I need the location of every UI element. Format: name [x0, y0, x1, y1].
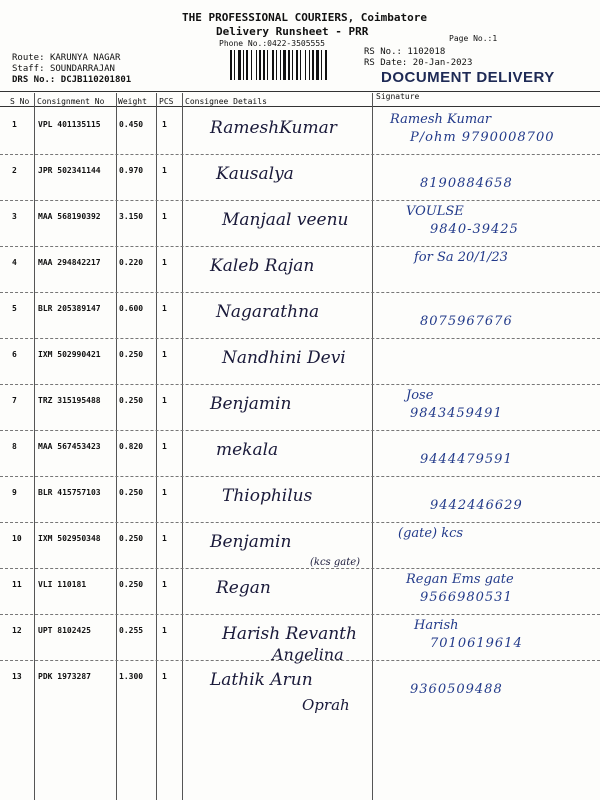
row-signature-number: 8075967676 — [420, 314, 513, 329]
barcode-bar — [259, 50, 261, 80]
row-consignee-name: Benjamin — [210, 394, 292, 414]
barcode-bar — [292, 50, 293, 80]
column-header-sno: S No — [10, 97, 30, 106]
row-sno: 9 — [12, 488, 17, 497]
row-sno: 11 — [12, 580, 22, 589]
row-weight: 0.250 — [119, 534, 144, 543]
row-signature-name: VOULSE — [406, 204, 464, 219]
row-divider — [0, 338, 600, 339]
row-consignee-name: RameshKumar — [210, 118, 337, 138]
rs-no-label: RS No.: — [364, 47, 402, 57]
barcode-bar — [309, 50, 310, 80]
row-consignee-name: mekala — [216, 440, 279, 460]
row-weight: 0.450 — [119, 120, 144, 129]
row-sno: 2 — [12, 166, 17, 175]
staff-label: Staff: — [12, 64, 45, 74]
row-pcs: 1 — [162, 258, 167, 267]
row-pcs: 1 — [162, 212, 167, 221]
row-pcs: 1 — [162, 626, 167, 635]
row-pcs: 1 — [162, 672, 167, 681]
row-pcs: 1 — [162, 166, 167, 175]
row-weight: 1.300 — [119, 672, 144, 681]
column-header-signature: Signature — [376, 92, 420, 101]
row-pcs: 1 — [162, 350, 167, 359]
staff-row — [12, 64, 115, 74]
row-weight: 0.250 — [119, 350, 144, 359]
barcode-bar — [300, 50, 301, 80]
staff-value: SOUNDARRAJAN — [49, 64, 115, 74]
row-consignee-name: Manjaal veenu — [222, 210, 349, 230]
row-weight: 0.250 — [119, 396, 144, 405]
row-weight: 0.250 — [119, 580, 144, 589]
row10-note: (kcs gate) — [310, 557, 361, 568]
row-signature-number: 9444479591 — [420, 452, 513, 467]
row-pcs: 1 — [162, 488, 167, 497]
row-signature-number: P/ohm 9790008700 — [410, 130, 555, 145]
row-signature-name: (gate) kcs — [398, 526, 464, 541]
row-sno: 8 — [12, 442, 17, 451]
barcode-bar — [283, 50, 286, 80]
barcode-bar — [325, 50, 327, 80]
row-consignee-name: Regan — [216, 578, 271, 598]
row-sno: 13 — [12, 672, 22, 681]
row-consignment-no: MAA 567453423 — [38, 442, 101, 451]
row-divider — [0, 200, 600, 201]
document-delivery-stamp: DOCUMENT DELIVERY — [381, 69, 555, 86]
row-signature-number: 9442446629 — [430, 498, 523, 513]
row-consignee-name: Kaleb Rajan — [210, 256, 315, 276]
barcode-bar — [263, 50, 265, 80]
row-sno: 7 — [12, 396, 17, 405]
company-title: THE PROFESSIONAL COURIERS, Coimbatore — [182, 11, 428, 24]
row-signature-name: Ramesh Kumar — [390, 112, 492, 127]
row-signature-name: Harish — [414, 618, 459, 633]
row-consignee-name: Nandhini Devi — [222, 348, 346, 368]
rs-date-label: RS Date: — [364, 58, 408, 68]
row-sno: 5 — [12, 304, 17, 313]
row-divider — [0, 430, 600, 431]
barcode-bar — [272, 50, 274, 80]
page-number: Page No.:1 — [449, 34, 498, 43]
barcode-bar — [256, 50, 257, 80]
barcode-bar — [321, 50, 322, 80]
column-header-consignment: Consignment No — [37, 97, 105, 106]
row13-note: Oprah — [302, 696, 350, 714]
row-sno: 10 — [12, 534, 22, 543]
rs-date-value: 20-Jan-2023 — [412, 58, 473, 68]
barcode-bar — [280, 50, 281, 80]
row-pcs: 1 — [162, 442, 167, 451]
row-consignment-no: MAA 568190392 — [38, 212, 101, 221]
column-header-weight: Weight — [118, 97, 147, 106]
row-consignment-no: IXM 502950348 — [38, 534, 101, 543]
row-consignee-name: Nagarathna — [216, 302, 320, 322]
row-consignment-no: VPL 401135115 — [38, 120, 101, 129]
barcode-bar — [243, 50, 244, 80]
row-pcs: 1 — [162, 396, 167, 405]
column-header-pcs: PCS — [159, 97, 174, 106]
row-consignment-no: VLI 110181 — [38, 580, 87, 589]
row-consignment-no: JPR 502341144 — [38, 166, 101, 175]
barcode-bar — [288, 50, 290, 80]
row-consignment-no: IXM 502990421 — [38, 350, 101, 359]
row-signature-name: Jose — [406, 388, 434, 403]
row-sno: 3 — [12, 212, 17, 221]
row-signature-number: 9566980531 — [420, 590, 513, 605]
row-pcs: 1 — [162, 580, 167, 589]
row-pcs: 1 — [162, 120, 167, 129]
route-value: KARUNYA NAGAR — [49, 53, 121, 63]
barcode-bar — [312, 50, 314, 80]
barcode-bar — [246, 50, 248, 80]
drs-label: DRS No.: — [12, 75, 56, 85]
row-sno: 12 — [12, 626, 22, 635]
row-consignee-name: Thiophilus — [222, 486, 313, 506]
barcode-bar — [234, 50, 235, 80]
row-divider — [0, 476, 600, 477]
row-divider — [0, 568, 600, 569]
row-signature-number: 9360509488 — [410, 682, 503, 697]
drs-value: DCJB110201801 — [60, 75, 132, 85]
row-consignee-name: Lathik Arun — [210, 670, 313, 690]
barcode-bar — [238, 50, 241, 80]
row-sno: 6 — [12, 350, 17, 359]
runsheet-title: Delivery Runsheet - PRR — [216, 25, 369, 38]
row-pcs: 1 — [162, 304, 167, 313]
table-top-rule — [0, 91, 600, 92]
route-label: Route: — [12, 53, 45, 63]
row-consignment-no: UPT 8102425 — [38, 626, 91, 635]
row-consignment-no: BLR 205389147 — [38, 304, 101, 313]
row-signature-name: for Sa 20/1/23 — [414, 250, 508, 265]
row-weight: 0.250 — [119, 488, 144, 497]
row-divider — [0, 292, 600, 293]
row-sno: 4 — [12, 258, 17, 267]
barcode-bar — [276, 50, 277, 80]
row-weight: 0.970 — [119, 166, 144, 175]
row-divider — [0, 384, 600, 385]
row-consignment-no: MAA 294842217 — [38, 258, 101, 267]
rs-no-row — [364, 47, 445, 57]
row-signature-number: 9843459491 — [410, 406, 503, 421]
row-weight: 0.600 — [119, 304, 144, 313]
rs-no-value: 1102018 — [407, 47, 446, 57]
barcode-bar — [267, 50, 268, 80]
rs-date-row — [364, 58, 472, 68]
row-divider — [0, 522, 600, 523]
column-header-consignee: Consignee Details — [185, 97, 267, 106]
drs-row — [12, 75, 131, 85]
row-signature-number: 7010619614 — [430, 636, 523, 651]
row-sno: 1 — [12, 120, 17, 129]
row-divider — [0, 614, 600, 615]
row-consignment-no: BLR 415757103 — [38, 488, 101, 497]
row-consignee-name: Kausalya — [216, 164, 294, 184]
row-weight: 3.150 — [119, 212, 144, 221]
row12-note: Angelina — [272, 645, 344, 664]
row-consignee-name: Harish Revanth — [222, 624, 357, 644]
table-header-rule — [0, 106, 600, 107]
barcode-bar — [316, 50, 319, 80]
phone-number: Phone No.:0422-3505555 — [219, 39, 325, 48]
route-row — [12, 53, 120, 63]
row-weight: 0.220 — [119, 258, 144, 267]
barcode-bar — [230, 50, 232, 80]
row-signature-number: 8190884658 — [420, 176, 513, 191]
row-consignee-name: Benjamin — [210, 532, 292, 552]
barcode-bar — [296, 50, 298, 80]
barcode — [230, 50, 352, 80]
row-divider — [0, 154, 600, 155]
barcode-bar — [305, 50, 306, 80]
row-weight: 0.255 — [119, 626, 144, 635]
row-pcs: 1 — [162, 534, 167, 543]
row-weight: 0.820 — [119, 442, 144, 451]
row-divider — [0, 246, 600, 247]
row-signature-number: 9840-39425 — [430, 222, 519, 237]
barcode-bar — [251, 50, 252, 80]
row-signature-name: Regan Ems gate — [406, 572, 514, 587]
row-consignment-no: PDK 1973287 — [38, 672, 91, 681]
row-consignment-no: TRZ 315195488 — [38, 396, 101, 405]
